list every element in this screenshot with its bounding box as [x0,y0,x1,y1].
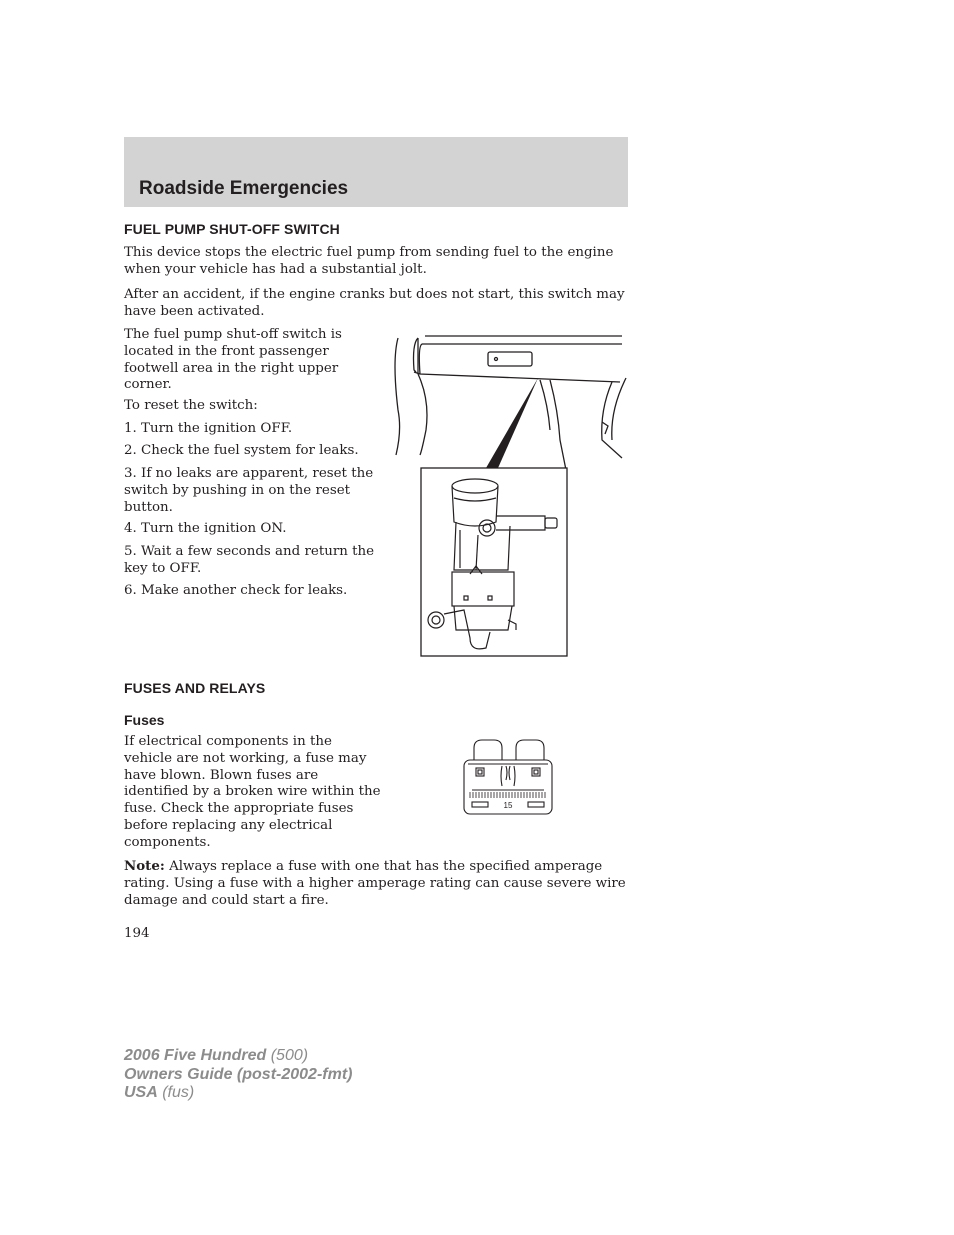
reset-step-3: 3. If no leaks are apparent, reset the switch by pushing in on the reset button. [124,466,374,515]
footer-line-3 [124,1084,352,1103]
reset-step-4: 4. Turn the ignition ON. [124,521,287,536]
fuel-pump-switch-illustration [390,330,630,660]
reset-step-2: 2. Check the fuel system for leaks. [124,443,359,458]
footer-model: 2006 Five Hundred [124,1047,267,1064]
footer-line-2 [124,1066,352,1085]
page-number: 194 [124,926,150,941]
footer-market-code: (fus) [157,1084,195,1101]
fuel-pump-heading: FUEL PUMP SHUT-OFF SWITCH [124,221,340,237]
footer-market: USA [124,1084,158,1101]
fuses-subheading: Fuses [124,712,165,728]
fuse-note [124,858,629,909]
reset-step-5: 5. Wait a few seconds and return the key to OFF. [124,544,375,576]
note-text: Always replace a fuse with one that has the specified amperage rating. Using a fuse with a higher amperage rating can cause severe wire damage and could start a fire. [124,859,626,908]
fuse-illustration [462,736,554,818]
reset-step-1: 1. Turn the ignition OFF. [124,421,293,436]
reset-step-6: 6. Make another check for leaks. [124,583,348,598]
fuse-rating-label: 15 [503,801,513,810]
footer-model-code: (500) [266,1047,309,1064]
footer-guide: Owners Guide (post-2002-fmt) [124,1065,353,1083]
reset-intro: To reset the switch: [124,398,258,413]
footer-line-1 [124,1047,352,1066]
note-label: Note: [124,858,165,874]
fuel-pump-para-1: This device stops the electric fuel pump from sending fuel to the engine when your vehicle has had a substantial jolt. [124,245,614,277]
fuses-para-1: If electrical components in the vehicle are not working, a fuse may have blown. Blown fuses are identified by a broken wire within the fuse. Check the appropriate fuses before replacing any electrical components. [124,734,381,850]
section-title: Roadside Emergencies [139,178,349,199]
footer [124,1047,352,1103]
fuel-pump-para-3: The fuel pump shut-off switch is located in the front passenger footwell area in the right upper corner. [124,327,342,393]
fuel-pump-para-2: After an accident, if the engine cranks but does not start, this switch may have been activated. [124,287,625,319]
fuses-relays-heading: FUSES AND RELAYS [124,680,266,696]
